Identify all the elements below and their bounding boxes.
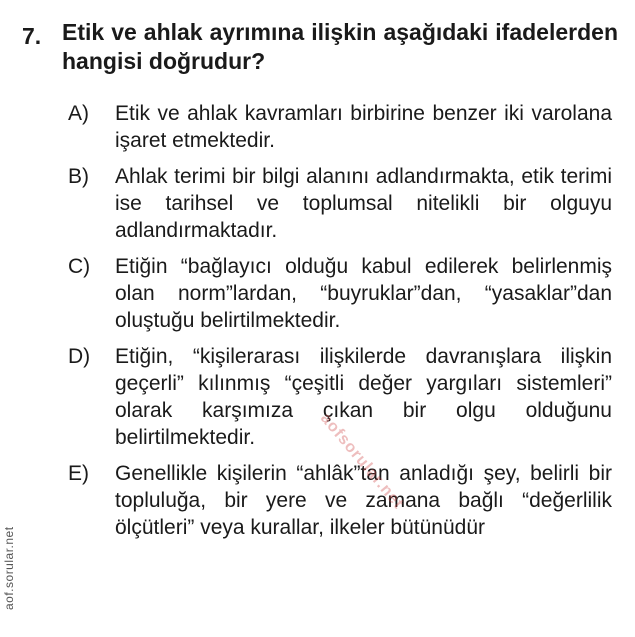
option-a[interactable] bbox=[68, 100, 612, 154]
option-letter: C) bbox=[68, 255, 91, 278]
watermark: aofsorular.net bbox=[316, 410, 408, 513]
question-text: Etik ve ahlak ayrımına ilişkin aşağıdaki ifadelerden hangisi doğrudur? bbox=[62, 19, 618, 74]
question-header bbox=[22, 18, 618, 76]
question bbox=[22, 18, 618, 76]
answer-options bbox=[68, 100, 612, 550]
option-text: Genellikle kişilerin “ahlâk”tan anladığı şey, belirli bir topluluğa, bir yere ve zamana bağlı “değerlilik ölçütleri” veya kurallar, ilkeler bütünüdür bbox=[115, 462, 612, 539]
question-number: 7. bbox=[22, 23, 42, 49]
side-watermark: aof.sorular.net bbox=[2, 526, 16, 610]
option-text: Etiğin “bağlayıcı olduğu kabul edilerek belirlenmiş olan norm”lardan, “buyruklar”dan, “yasaklar”dan oluştuğu belirtilmektedir. bbox=[115, 255, 612, 332]
option-letter: D) bbox=[68, 345, 91, 368]
option-b[interactable] bbox=[68, 163, 612, 244]
option-text: Etik ve ahlak kavramları birbirine benzer iki varolana işaret etmektedir. bbox=[115, 102, 612, 152]
option-c[interactable] bbox=[68, 253, 612, 334]
option-e[interactable] bbox=[68, 460, 612, 541]
option-text: Etiğin, “kişilerarası ilişkilerde davranışlara ilişkin geçerli” kılınmış “çeşitli değer yargıları sistemleri” olarak karşımıza çıkan bir olgu olduğunu belirtilmektedir. bbox=[115, 345, 612, 449]
option-letter: A) bbox=[68, 102, 89, 125]
option-letter: B) bbox=[68, 165, 89, 188]
option-text: Ahlak terimi bir bilgi alanını adlandırmakta, etik terimi ise tarihsel ve toplumsal nitelikli bir olguyu adlandırmaktadır. bbox=[115, 165, 612, 242]
option-letter: E) bbox=[68, 462, 89, 485]
